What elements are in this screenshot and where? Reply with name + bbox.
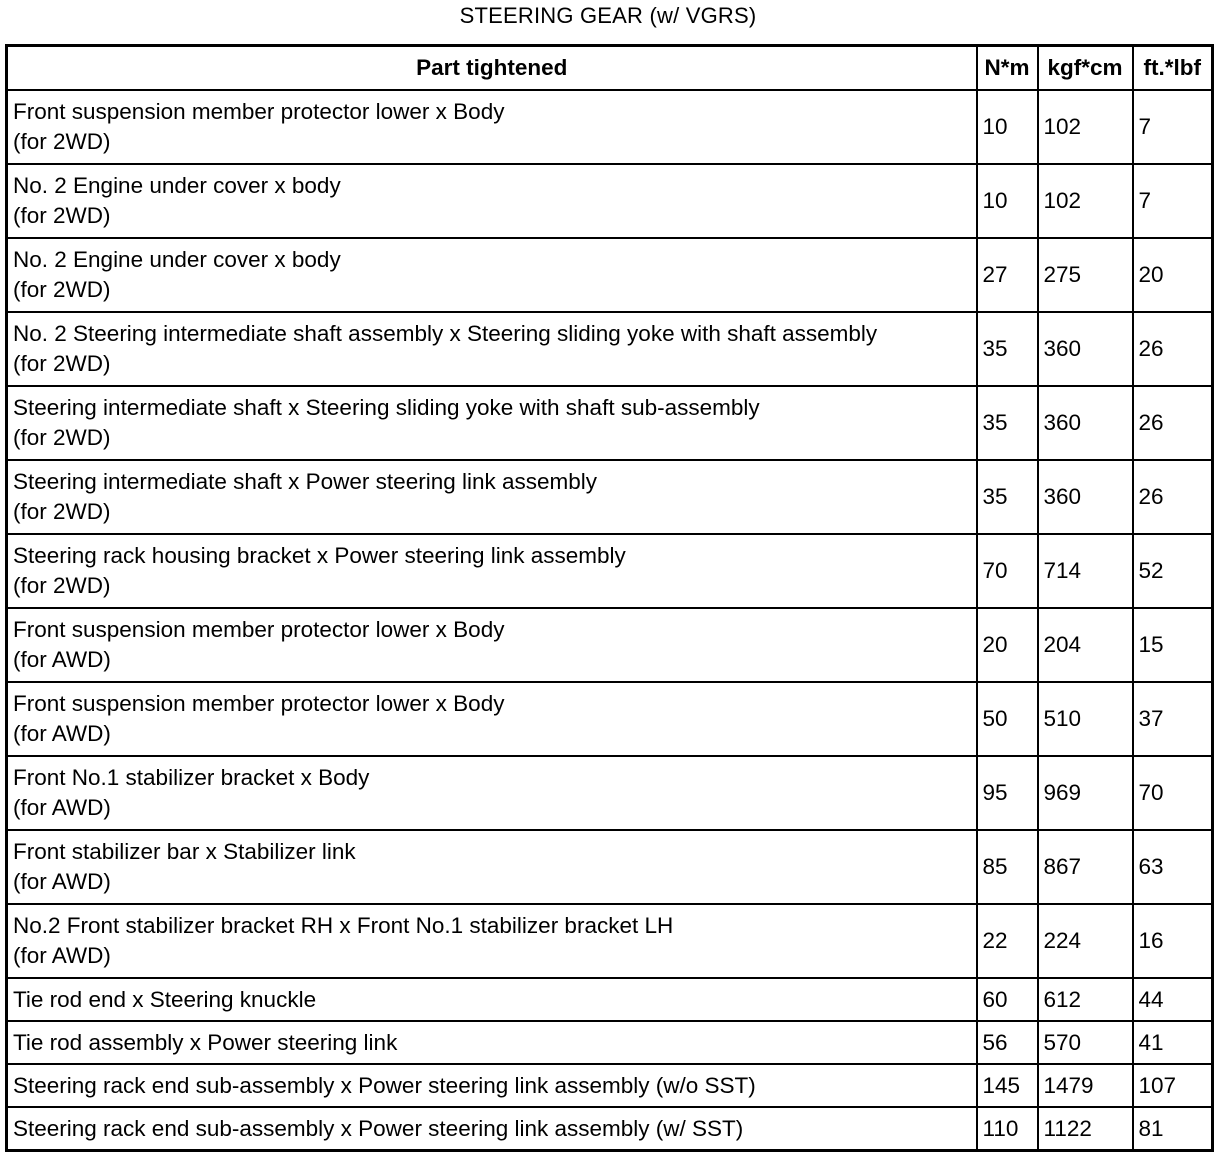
part-condition: (for 2WD) [13,203,111,228]
part-name: Steering intermediate shaft x Power steering link assembly [13,469,598,494]
kgfcm-cell: 102 [1038,90,1133,164]
part-cell [7,682,977,756]
kgfcm-cell: 570 [1038,1021,1133,1064]
nm-cell: 50 [977,682,1038,756]
part-condition: (for AWD) [13,943,111,968]
kgfcm-cell: 102 [1038,164,1133,238]
part-cell: Tie rod end x Steering knuckle [7,978,977,1021]
nm-cell: 60 [977,978,1038,1021]
part-cell [7,830,977,904]
part-name: Front suspension member protector lower x Body [13,99,505,124]
nm-cell: 35 [977,312,1038,386]
part-condition: (for AWD) [13,869,111,894]
ftlbf-cell: 15 [1133,608,1213,682]
kgfcm-cell: 224 [1038,904,1133,978]
part-cell [7,312,977,386]
kgfcm-cell: 969 [1038,756,1133,830]
part-name: Steering intermediate shaft x Steering sliding yoke with shaft sub-assembly [13,395,760,420]
part-cell [7,386,977,460]
nm-cell: 10 [977,164,1038,238]
part-condition: (for 2WD) [13,499,111,524]
table-row [7,756,1213,830]
header-part-tightened: Part tightened [7,46,977,91]
part-cell [7,90,977,164]
header-nm: N*m [977,46,1038,91]
nm-cell: 85 [977,830,1038,904]
nm-cell: 27 [977,238,1038,312]
kgfcm-cell: 612 [1038,978,1133,1021]
kgfcm-cell: 360 [1038,386,1133,460]
part-condition: (for 2WD) [13,129,111,154]
nm-cell: 110 [977,1107,1038,1151]
table-row [7,164,1213,238]
part-condition: (for 2WD) [13,573,111,598]
table-row [7,1107,1213,1151]
ftlbf-cell: 52 [1133,534,1213,608]
nm-cell: 70 [977,534,1038,608]
table-header-row [7,46,1213,91]
part-cell [7,238,977,312]
part-name: Front No.1 stabilizer bracket x Body [13,765,370,790]
part-name: No. 2 Engine under cover x body [13,173,341,198]
part-name: No. 2 Steering intermediate shaft assembly x Steering sliding yoke with shaft assembly [13,321,878,346]
part-condition: (for AWD) [13,647,111,672]
ftlbf-cell: 81 [1133,1107,1213,1151]
part-condition: (for 2WD) [13,351,111,376]
table-row [7,608,1213,682]
table-row [7,830,1213,904]
part-name: Steering rack housing bracket x Power steering link assembly [13,543,626,568]
table-row [7,312,1213,386]
table-row [7,682,1213,756]
ftlbf-cell: 7 [1133,90,1213,164]
table-row [7,386,1213,460]
table-row [7,904,1213,978]
document-title: STEERING GEAR (w/ VGRS) [459,3,757,28]
part-condition: (for 2WD) [13,425,111,450]
torque-spec-table [5,44,1214,1152]
nm-cell: 22 [977,904,1038,978]
kgfcm-cell: 1479 [1038,1064,1133,1107]
nm-cell: 20 [977,608,1038,682]
ftlbf-cell: 44 [1133,978,1213,1021]
ftlbf-cell: 16 [1133,904,1213,978]
table-row [7,460,1213,534]
nm-cell: 95 [977,756,1038,830]
table-row [7,1064,1213,1107]
ftlbf-cell: 26 [1133,312,1213,386]
kgfcm-cell: 360 [1038,460,1133,534]
table-row [7,978,1213,1021]
nm-cell: 35 [977,460,1038,534]
ftlbf-cell: 37 [1133,682,1213,756]
ftlbf-cell: 20 [1133,238,1213,312]
part-cell [7,608,977,682]
part-name: Front suspension member protector lower x Body [13,691,505,716]
ftlbf-cell: 41 [1133,1021,1213,1064]
table-row [7,1021,1213,1064]
part-name: Front suspension member protector lower x Body [13,617,505,642]
nm-cell: 145 [977,1064,1038,1107]
nm-cell: 10 [977,90,1038,164]
part-name: No.2 Front stabilizer bracket RH x Front No.1 stabilizer bracket LH [13,913,674,938]
table-row [7,534,1213,608]
ftlbf-cell: 63 [1133,830,1213,904]
kgfcm-cell: 867 [1038,830,1133,904]
part-condition: (for AWD) [13,721,111,746]
ftlbf-cell: 7 [1133,164,1213,238]
part-condition: (for AWD) [13,795,111,820]
part-name: Front stabilizer bar x Stabilizer link [13,839,356,864]
part-cell [7,460,977,534]
ftlbf-cell: 70 [1133,756,1213,830]
part-name: No. 2 Engine under cover x body [13,247,341,272]
header-ftlbf: ft.*lbf [1133,46,1213,91]
part-cell: Steering rack end sub-assembly x Power steering link assembly (w/ SST) [7,1107,977,1151]
nm-cell: 56 [977,1021,1038,1064]
ftlbf-cell: 26 [1133,460,1213,534]
table-row [7,90,1213,164]
kgfcm-cell: 1122 [1038,1107,1133,1151]
ftlbf-cell: 107 [1133,1064,1213,1107]
kgfcm-cell: 510 [1038,682,1133,756]
header-kgfcm: kgf*cm [1038,46,1133,91]
part-condition: (for 2WD) [13,277,111,302]
table-row [7,238,1213,312]
kgfcm-cell: 360 [1038,312,1133,386]
nm-cell: 35 [977,386,1038,460]
kgfcm-cell: 275 [1038,238,1133,312]
kgfcm-cell: 714 [1038,534,1133,608]
kgfcm-cell: 204 [1038,608,1133,682]
part-cell [7,756,977,830]
part-cell: Steering rack end sub-assembly x Power steering link assembly (w/o SST) [7,1064,977,1107]
part-cell: Tie rod assembly x Power steering link [7,1021,977,1064]
part-cell [7,164,977,238]
part-cell [7,904,977,978]
ftlbf-cell: 26 [1133,386,1213,460]
part-cell [7,534,977,608]
